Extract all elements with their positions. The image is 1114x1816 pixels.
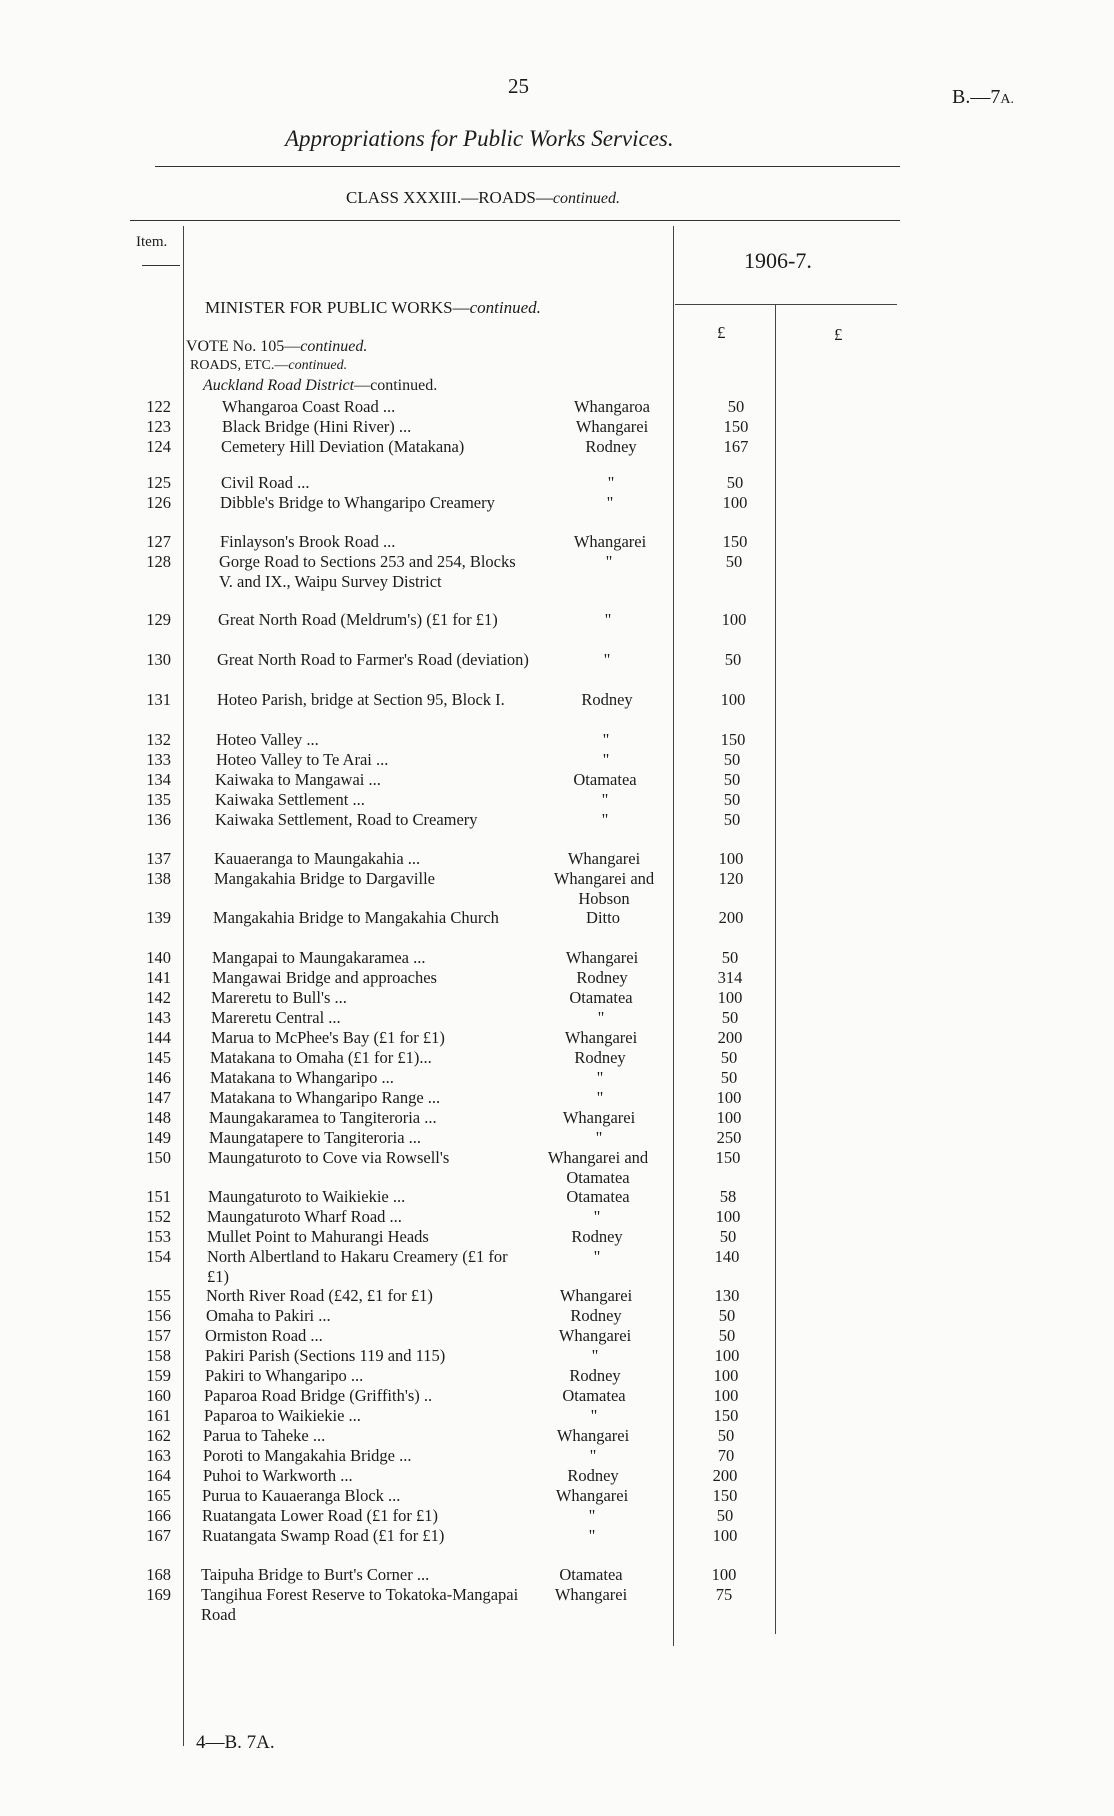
road-description: Gorge Road to Sections 253 and 254, Blocks V. and IX., Waipu Survey District [219,552,516,591]
item-number: 138 [146,869,171,888]
item-number: 130 [146,650,171,669]
item-number: 165 [146,1486,171,1505]
county-name: Rodney [574,1048,626,1067]
amount: 167 [723,437,749,456]
amount: 150 [713,1406,739,1425]
item-number: 152 [146,1207,171,1226]
amount: 50 [727,397,745,416]
road-description: Matakana to Whangaripo ... [210,1068,394,1087]
minister-text: MINISTER FOR PUBLIC WORKS— [205,298,470,317]
road-description: Cemetery Hill Deviation (Matakana) [221,437,465,456]
county-name: " [589,1446,597,1465]
county-name: Rodney [576,968,628,987]
amount: 75 [715,1585,733,1604]
county-name: " [588,1526,596,1545]
amount: 100 [715,1207,741,1226]
road-description: Ruatangata Lower Road (£1 for £1) [202,1506,438,1525]
county-name: Otamatea [569,988,633,1007]
county-name: " [604,610,612,629]
county-column-rule [673,226,674,1646]
item-number: 131 [146,690,171,709]
county-name: Whangarei [564,1028,638,1047]
amount: 100 [713,1366,739,1385]
item-header-dash [142,265,180,266]
county-name: " [601,790,609,809]
road-description: Paparoa to Waikiekie ... [204,1406,361,1425]
item-number: 157 [146,1326,171,1345]
amount: 200 [717,1028,743,1047]
item-number: 151 [146,1187,171,1206]
county-name: Otamatea [562,1386,626,1405]
county-name: " [596,1068,604,1087]
item-number: 141 [146,968,171,987]
amount: 100 [716,1108,742,1127]
amount: 200 [712,1466,738,1485]
amount: 50 [726,473,744,492]
item-number: 144 [146,1028,171,1047]
vote-continued: continued. [300,338,368,355]
item-number: 126 [146,493,171,512]
pound-column-2: £ [834,325,843,344]
item-number: 136 [146,810,171,829]
road-description: Pakiri Parish (Sections 119 and 115) [205,1346,446,1365]
road-description: Matakana to Whangaripo Range ... [210,1088,441,1107]
amount: 50 [718,1326,736,1345]
title-rule [155,166,900,167]
county-name: Ditto [586,908,620,927]
item-number: 148 [146,1108,171,1127]
item-number: 164 [146,1466,171,1485]
amount: 150 [715,1148,741,1167]
item-number: 155 [146,1286,171,1305]
amount: 50 [720,1048,738,1067]
county-name: " [593,1207,601,1226]
road-description: Kaiwaka to Mangawai ... [215,770,381,789]
county-name: Whangarei [565,948,639,967]
amount: 200 [718,908,744,927]
road-description: Tangihua Forest Reserve to Tokatoka-Mangapai Road [201,1585,519,1624]
amount-header-rule [675,304,897,305]
road-description: Mangakahia Bridge to Mangakahia Church [213,908,499,927]
amount: 50 [723,770,741,789]
class-heading-text: CLASS XXXIII.—ROADS— [346,188,553,207]
road-description: Hoteo Valley ... [216,730,319,749]
item-number: 149 [146,1128,171,1147]
amount: 50 [723,750,741,769]
amount: 50 [724,650,742,669]
county-name: Whangarei [575,417,649,436]
amount: 314 [717,968,743,987]
amount: 100 [714,1346,740,1365]
road-description: Mareretu Central ... [211,1008,341,1027]
road-description: Paparoa Road Bridge (Griffith's) .. [204,1386,433,1405]
amount: 100 [711,1565,737,1584]
county-name: Rodney [571,1227,623,1246]
road-description: Kaiwaka Settlement ... [215,790,365,809]
amount-column-rule [775,304,776,1634]
item-number: 145 [146,1048,171,1067]
item-number: 127 [146,532,171,551]
county-name: Otamatea [573,770,637,789]
road-description: North Albertland to Hakaru Creamery (£1 for £1) [207,1247,508,1286]
item-number: 133 [146,750,171,769]
table-top-rule [130,220,900,221]
minister-continued: continued. [469,298,541,317]
amount: 100 [717,988,743,1007]
amount: 120 [718,869,744,888]
item-number: 140 [146,948,171,967]
item-number: 146 [146,1068,171,1087]
county-name: " [590,1406,598,1425]
amount: 50 [718,1306,736,1325]
vote-heading [186,338,367,356]
county-name: Rodney [567,1466,619,1485]
county-name: Whangarei [554,1585,628,1604]
pound-column-1: £ [717,323,726,342]
road-description: Poroti to Mangakahia Bridge ... [203,1446,412,1465]
road-description: Dibble's Bridge to Whangaripo Creamery [220,493,495,512]
item-number: 125 [146,473,171,492]
road-description: Great North Road to Farmer's Road (deviation) [217,650,529,669]
item-number: 134 [146,770,171,789]
item-number: 156 [146,1306,171,1325]
county-name: " [588,1506,596,1525]
county-name: Otamatea [559,1565,623,1584]
item-number: 168 [146,1565,171,1584]
county-name: Whangarei [559,1286,633,1305]
county-name: " [596,1088,604,1107]
county-name: " [607,473,615,492]
item-number: 122 [146,397,171,416]
amount: 50 [723,790,741,809]
amount: 50 [717,1426,735,1445]
year-column-header: 1906-7. [744,248,812,273]
page-signature: 4—B. 7A. [196,1732,275,1753]
county-name: " [602,730,610,749]
road-description: Mullet Point to Mahurangi Heads [207,1227,429,1246]
amount: 100 [721,610,747,629]
amount: 250 [716,1128,742,1147]
page-number: 25 [508,74,529,98]
item-column-rule [183,226,184,1746]
item-number: 132 [146,730,171,749]
road-description: Maungakaramea to Tangiteroria ... [209,1108,437,1127]
item-number: 153 [146,1227,171,1246]
road-description: North River Road (£42, £1 for £1) [206,1286,433,1305]
doc-ref-main: B.—7 [952,86,1001,108]
district-heading [203,377,437,395]
road-description: Mangawai Bridge and approaches [212,968,437,987]
road-description: Ruatangata Swamp Road (£1 for £1) [202,1526,445,1545]
road-description: Marua to McPhee's Bay (£1 for £1) [211,1028,445,1047]
road-description: Parua to Taheke ... [203,1426,326,1445]
county-name: Rodney [570,1306,622,1325]
item-number: 147 [146,1088,171,1107]
county-name: Rodney [581,690,633,709]
district-text: Auckland Road District [203,377,355,394]
roads-continued: continued. [288,358,348,373]
item-number: 128 [146,552,171,571]
amount: 100 [713,1386,739,1405]
county-name: " [602,750,610,769]
amount: 50 [721,1008,739,1027]
district-continued: —continued. [354,377,438,394]
item-number: 123 [146,417,171,436]
item-number: 159 [146,1366,171,1385]
amount: 100 [716,1088,742,1107]
item-number: 162 [146,1426,171,1445]
class-heading-continued: continued. [552,190,620,207]
county-name: Otamatea [566,1187,630,1206]
county-name: Rodney [585,437,637,456]
county-name: Whangarei and Otamatea [547,1148,649,1187]
item-number: 166 [146,1506,171,1525]
vote-text: VOTE No. 105— [186,338,301,355]
road-description: Omaha to Pakiri ... [206,1306,331,1325]
road-description: Great North Road (Meldrum's) (£1 for £1) [218,610,498,629]
item-number: 143 [146,1008,171,1027]
county-name: " [601,810,609,829]
item-number: 169 [146,1585,171,1604]
item-number: 142 [146,988,171,1007]
county-name: " [606,493,614,512]
amount: 100 [712,1526,738,1545]
county-name: Whangarei [567,849,641,868]
road-description: Kaiwaka Settlement, Road to Creamery [215,810,478,829]
amount: 70 [717,1446,735,1465]
road-description: Hoteo Parish, bridge at Section 95, Block I. [217,690,505,709]
county-name: " [603,650,611,669]
class-heading [346,188,620,208]
county-name: " [595,1128,603,1147]
item-number: 167 [146,1526,171,1545]
road-description: Ormiston Road ... [205,1326,323,1345]
roads-heading [190,358,347,374]
amount: 150 [722,532,748,551]
county-name: " [591,1346,599,1365]
road-description: Puhoi to Warkworth ... [203,1466,353,1485]
county-name: " [597,1008,605,1027]
county-name: Whangarei [558,1326,632,1345]
item-number: 137 [146,849,171,868]
item-number: 163 [146,1446,171,1465]
minister-heading [205,298,541,318]
amount: 100 [720,690,746,709]
road-description: Finlayson's Brook Road ... [220,532,396,551]
county-name: Whangarei [556,1426,630,1445]
item-number: 154 [146,1247,171,1266]
amount: 100 [718,849,744,868]
road-description: Pakiri to Whangaripo ... [205,1366,364,1385]
amount: 50 [716,1506,734,1525]
item-number: 161 [146,1406,171,1425]
road-description: Matakana to Omaha (£1 for £1)... [210,1048,432,1067]
county-name: Whangaroa [573,397,651,416]
county-name: " [605,552,613,571]
item-number: 158 [146,1346,171,1365]
road-description: Kauaeranga to Maungakahia ... [214,849,421,868]
roads-text: ROADS, ETC.— [190,358,289,373]
doc-ref-suffix: A. [1000,92,1014,107]
county-name: Whangarei [555,1486,629,1505]
document-reference [952,86,1014,109]
road-description: Maungaturoto to Cove via Rowsell's [208,1148,450,1167]
amount: 50 [721,948,739,967]
item-number: 124 [146,437,171,456]
road-description: Maungaturoto to Waikiekie ... [208,1187,406,1206]
item-number: 150 [146,1148,171,1167]
amount: 58 [719,1187,737,1206]
road-description: Purua to Kauaeranga Block ... [202,1486,401,1505]
amount: 50 [719,1227,737,1246]
road-description: Black Bridge (Hini River) ... [222,417,412,436]
road-description: Taipuha Bridge to Burt's Corner ... [201,1565,430,1584]
county-name: Whangarei [573,532,647,551]
road-description: Maungatapere to Tangiteroria ... [209,1128,422,1147]
amount: 50 [725,552,743,571]
amount: 150 [720,730,746,749]
road-description: Whangaroa Coast Road ... [222,397,396,416]
page-title: Appropriations for Public Works Services. [285,126,674,151]
item-number: 135 [146,790,171,809]
road-description: Mangapai to Maungakaramea ... [212,948,426,967]
county-name: Rodney [569,1366,621,1385]
amount: 50 [720,1068,738,1087]
road-description: Hoteo Valley to Te Arai ... [216,750,389,769]
amount: 100 [722,493,748,512]
amount: 140 [714,1247,740,1266]
item-number: 160 [146,1386,171,1405]
road-description: Maungaturoto Wharf Road ... [207,1207,402,1226]
road-description: Mangakahia Bridge to Dargaville [214,869,436,888]
item-column-header: Item. [136,234,168,250]
county-name: " [593,1247,601,1266]
amount: 130 [714,1286,740,1305]
item-number: 129 [146,610,171,629]
amount: 50 [723,810,741,829]
item-number: 139 [146,908,171,927]
amount: 150 [723,417,749,436]
county-name: Whangarei and Hobson [553,869,655,908]
county-name: Whangarei [562,1108,636,1127]
road-description: Civil Road ... [221,473,310,492]
amount: 150 [712,1486,738,1505]
road-description: Mareretu to Bull's ... [211,988,347,1007]
